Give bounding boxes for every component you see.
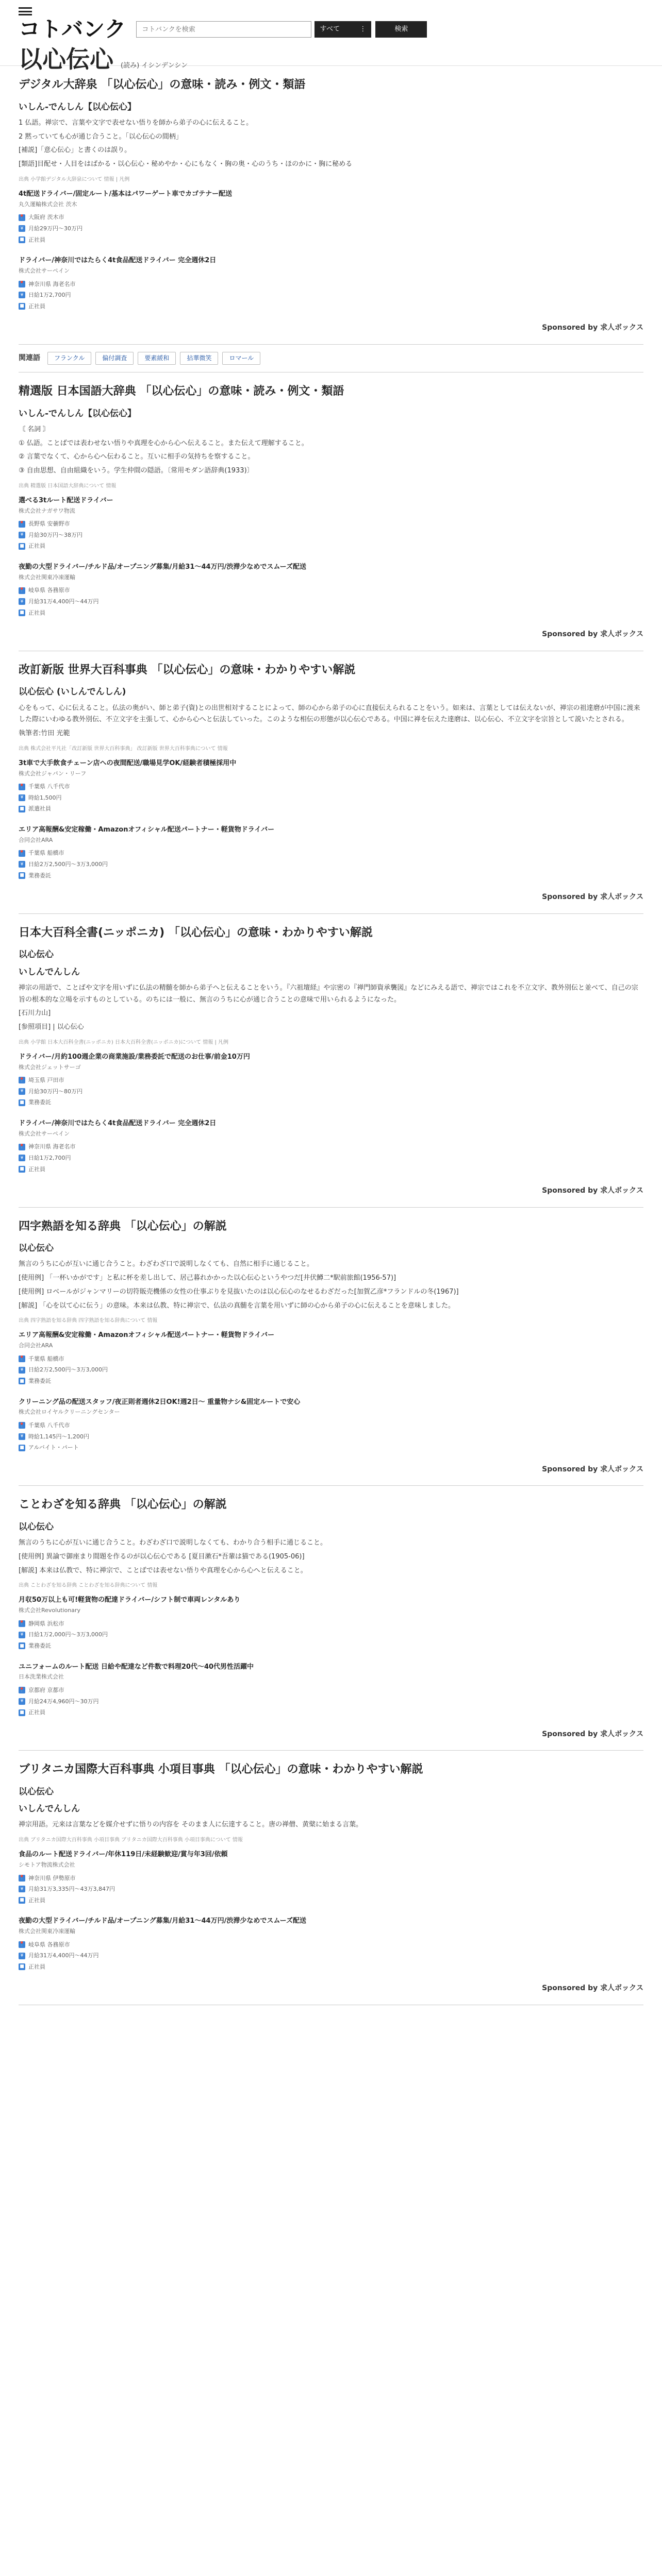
job-pay <box>19 860 643 869</box>
definition-line: [石川力山] <box>19 1009 51 1018</box>
definition-line: ① 仏語。ことばでは表わせない悟りや真理を心から心へ伝えること。また伝えて理解すること。 <box>19 439 308 447</box>
definition-text <box>19 1259 643 1312</box>
headword: 以心伝心 <box>19 1522 54 1533</box>
job-company: 株式会社サーペイン <box>19 1130 70 1137</box>
job-pay-text: 月給30万円〜38万円 <box>28 531 82 538</box>
related-tag[interactable]: 偏付調査 <box>95 352 134 365</box>
job-company: 丸久運輸株式会社 茨木 <box>19 200 77 208</box>
job-title[interactable]: エリア高報酬&安定稼働・Amazonオフィシャル配送パートナー・軽貨物ドライバー <box>19 826 275 834</box>
job-title[interactable]: 月収50万以上も可!軽貨物の配達ドライバー/シフト制で車両レンタルあり <box>19 1596 241 1604</box>
definition-line: [使用例] ロベールがジャンマリーの切符販売機係の女性の仕事ぶりを見抜いたのは以心伝心のなせるわざだった[加賀乙彦*フランドルの冬(1967)] <box>19 1287 459 1296</box>
definition-line: ③ 自由思想、自由組織をいう。学生仲間の隠語。〔常用モダン語辞典(1933)〕 <box>19 467 254 475</box>
location-icon: 📍 <box>19 281 25 287</box>
job-card[interactable] <box>19 1595 643 1650</box>
money-icon: ¥ <box>19 532 25 538</box>
definition-line: 心をもって、心に伝えること。仏法の奥がい、師と弟子(資)との出世相対することによって、師の心から弟子の心に直接伝えられることをいう。如来は、言葉としては伝えないが、禅宗の祖達磨が中国に渡来した際にいわゆる教外別伝、不立文字を主張して、心から心へと伝法していった。このような相伝の形態が以心伝心である。中国に禅を伝えた達磨は、以心伝心、不立文字を宗旨として説いたとされる。 <box>19 704 640 724</box>
related-words <box>19 345 643 372</box>
job-loc-text: 千葉県 船橋市 <box>28 1355 64 1362</box>
section-title: 改訂新版 世界大百科事典 「以心伝心」の意味・わかりやすい解説 <box>19 663 356 676</box>
definition-line: 2 黙っていても心が通じ合うこと。「以心伝心の間柄」 <box>19 132 183 141</box>
job-loc <box>19 782 643 791</box>
source-note[interactable]: 出典 小学館デジタル大辞泉について 情報 | 凡例 <box>19 176 130 182</box>
job-company: 株式会社ナガサワ物流 <box>19 507 75 514</box>
job-type-text: 派遣社員 <box>28 805 51 812</box>
job-loc-text: 岐阜県 各務原市 <box>28 1941 70 1948</box>
money-icon: ¥ <box>19 1433 25 1440</box>
money-icon: ¥ <box>19 1632 25 1638</box>
headword-reading: いしんでんしん <box>19 1804 80 1815</box>
job-loc <box>19 1421 643 1430</box>
dictionary-section <box>19 651 643 914</box>
briefcase-icon: ■ <box>19 1709 25 1716</box>
briefcase-icon: ■ <box>19 543 25 550</box>
job-pay-text: 日給2万2,500円〜3万3,000円 <box>28 861 108 868</box>
definition-text <box>19 1537 643 1577</box>
job-type-text: 業務委託 <box>28 1378 51 1385</box>
job-company: 株式会社関東冷凍運輸 <box>19 1928 75 1935</box>
source-note[interactable]: 出典 株式会社平凡社「改訂新版 世界大百科事典」 改訂新版 世界大百科事典について 情報 <box>19 745 228 752</box>
location-icon: 📍 <box>19 851 25 856</box>
job-loc <box>19 1076 643 1085</box>
job-loc-text: 静岡県 浜松市 <box>28 1620 64 1627</box>
briefcase-icon: ■ <box>19 806 25 812</box>
menu-icon[interactable] <box>19 7 32 15</box>
job-pay <box>19 1432 643 1442</box>
dictionary-section <box>19 372 643 651</box>
job-pay-text: 月給31万4,400円〜44万円 <box>28 598 99 605</box>
job-card[interactable] <box>19 1118 643 1174</box>
headword: 以心伝心 (いしんでんしん) <box>19 687 126 698</box>
job-loc-text: 千葉県 八千代市 <box>28 783 70 790</box>
job-title[interactable]: 食品のルート配送ドライバー/年休119日/未経験歓迎/賞与年3回/依頼 <box>19 1851 228 1859</box>
job-loc-text: 神奈川県 伊勢原市 <box>28 1874 76 1882</box>
section-title: 四字熟語を知る辞典 「以心伝心」の解説 <box>19 1219 227 1233</box>
sponsor-label <box>19 1464 643 1475</box>
money-icon: ¥ <box>19 1367 25 1374</box>
dictionary-section <box>19 1486 643 1751</box>
section-title: ブリタニカ国際大百科事典 小項目事典 「以心伝心」の意味・わかりやすい解説 <box>19 1763 423 1776</box>
sponsor-text: Sponsored by 求人ボックス <box>542 630 643 639</box>
location-icon: 📍 <box>19 521 25 527</box>
briefcase-icon: ■ <box>19 1642 25 1649</box>
related-label: 関連語 <box>19 354 40 363</box>
definition-text <box>19 424 643 477</box>
money-icon: ¥ <box>19 225 25 232</box>
job-card[interactable] <box>19 189 643 244</box>
job-pay <box>19 597 643 606</box>
job-type-text: 正社員 <box>28 1165 45 1173</box>
job-type <box>19 1708 643 1717</box>
sponsor-label <box>19 891 643 903</box>
briefcase-icon: ■ <box>19 1963 25 1970</box>
related-tag[interactable]: 拈華微笑 <box>180 352 218 365</box>
chevron-down-icon: ⋮ <box>359 25 367 33</box>
definition-line: 無言のうちに心が互いに通じ合うこと。わざわざ口で説明しなくても、わかり合う相手に通じること。 <box>19 1539 327 1547</box>
job-loc-text: 千葉県 船橋市 <box>28 850 64 857</box>
sponsor-text: Sponsored by 求人ボックス <box>542 1465 643 1473</box>
job-title[interactable]: ドライバー/神奈川ではたらく4t食品配送ドライバー 完全週休2日 <box>19 1119 217 1127</box>
money-icon: ¥ <box>19 1088 25 1095</box>
money-icon: ¥ <box>19 1155 25 1161</box>
sponsor-label <box>19 322 643 333</box>
job-type <box>19 1962 643 1972</box>
job-card[interactable] <box>19 1330 643 1385</box>
job-pay-text: 月給31万3,335円〜43万3,847円 <box>28 1886 115 1893</box>
page-title: 以心伝心 <box>19 45 113 73</box>
definition-text <box>19 703 643 740</box>
job-loc <box>19 519 643 529</box>
job-title[interactable]: 4t配送ドライバー/固定ルート/基本はパワーゲート車でカゴテナー配送 <box>19 190 233 198</box>
location-icon: 📍 <box>19 1077 25 1083</box>
search-scope-select[interactable]: すべて ⋮ <box>315 21 371 38</box>
job-title[interactable]: ユニフォームのルート配送 日給や配達など件数で料理20代〜40代男性活躍中 <box>19 1663 254 1671</box>
money-icon: ¥ <box>19 861 25 868</box>
job-loc-text: 神奈川県 海老名市 <box>28 1143 76 1150</box>
job-card[interactable] <box>19 496 643 551</box>
main-content <box>0 66 662 2005</box>
job-type <box>19 1443 643 1452</box>
definition-line: 無言のうちに心が互いに通じ合うこと。わざわざ口で説明しなくても、自然に相手に通じること。 <box>19 1260 314 1268</box>
job-card[interactable] <box>19 562 643 617</box>
job-type-text: 正社員 <box>28 1963 45 1970</box>
location-icon: 📍 <box>19 1621 25 1626</box>
definition-text <box>19 117 643 171</box>
sponsor-label <box>19 1728 643 1740</box>
header <box>0 0 662 73</box>
search-button[interactable]: 検索 <box>375 21 427 38</box>
job-type <box>19 608 643 618</box>
sponsor-text: Sponsored by 求人ボックス <box>542 324 643 332</box>
job-title[interactable]: 夜勤の大型ドライバー/チルド品/オープニング募集/月給31〜44万円/渋滞少なめでスムーズ配送 <box>19 563 307 571</box>
job-pay <box>19 1087 643 1096</box>
site-logo[interactable]: コトバンク <box>19 16 126 42</box>
location-icon: 📍 <box>19 588 25 594</box>
job-type <box>19 1098 643 1107</box>
job-title[interactable]: 選べる3tルート配送ドライバー <box>19 496 113 504</box>
related-tag[interactable]: フランクル <box>47 352 91 365</box>
briefcase-icon: ■ <box>19 236 25 243</box>
job-title[interactable]: 3t車で大手飲食チェーン店への夜間配送/職場見学OK/経験者積極採用中 <box>19 759 237 767</box>
job-type-text: 業務委託 <box>28 1642 51 1650</box>
sponsor-text: Sponsored by 求人ボックス <box>542 1984 643 1993</box>
sponsor-text: Sponsored by 求人ボックス <box>542 1730 643 1738</box>
job-company: 株式会社ロイヤルクリーニングセンター <box>19 1409 120 1416</box>
location-icon: 📍 <box>19 1422 25 1428</box>
job-pay-text: 月給24万4,960円〜30万円 <box>28 1698 99 1705</box>
source-note[interactable]: 出典 精選版 日本国語大辞典について 情報 <box>19 483 117 489</box>
job-loc <box>19 1142 643 1151</box>
definition-line: ② 言葉でなくて、心から心へ伝わること。互いに相手の気持ちを察すること。 <box>19 453 255 461</box>
search-bar <box>136 21 427 38</box>
dictionary-section <box>19 1208 643 1486</box>
job-pay-text: 日給1万2,700円 <box>28 1154 71 1161</box>
sponsor-label <box>19 1982 643 1994</box>
money-icon: ¥ <box>19 1698 25 1705</box>
section-title: 精選版 日本国語大辞典 「以心伝心」の意味・読み・例文・類語 <box>19 384 344 398</box>
briefcase-icon: ■ <box>19 1166 25 1173</box>
sponsor-label <box>19 629 643 640</box>
job-type <box>19 235 643 245</box>
job-loc <box>19 1354 643 1364</box>
definition-line: [補説]「意心伝心」と書くのは誤り。 <box>19 146 131 155</box>
job-pay-text: 月給30万円〜80万円 <box>28 1088 82 1095</box>
job-title[interactable]: 夜勤の大型ドライバー/チルド品/オープニング募集/月給31〜44万円/渋滞少なめでスムーズ配送 <box>19 1917 307 1925</box>
job-type <box>19 1377 643 1386</box>
section-title: 日本大百科全書(ニッポニカ) 「以心伝心」の意味・わかりやすい解説 <box>19 926 373 939</box>
job-company: 合同会社ARA <box>19 836 53 843</box>
job-card[interactable] <box>19 1397 643 1452</box>
job-card[interactable] <box>19 758 643 814</box>
definition-text <box>19 1819 643 1831</box>
definition-line: [使用例] 異論で御座まり間題を作るのが以心伝心である [夏目漱石*吾輩は猫である(1905-06)] <box>19 1552 305 1561</box>
job-loc-text: 神奈川県 海老名市 <box>28 280 76 287</box>
job-type-text: 正社員 <box>28 236 45 243</box>
job-title[interactable]: クリーニング品の配送スタッフ/夜正則者週休2日OK!週2日〜 重量物ナシ&固定ルートで安心 <box>19 1398 301 1406</box>
job-company: 日本洗業株式会社 <box>19 1673 64 1681</box>
money-icon: ¥ <box>19 292 25 298</box>
job-loc-text: 長野県 安曇野市 <box>28 520 70 528</box>
job-card[interactable] <box>19 256 643 311</box>
reference-links[interactable]: [参照項目] | 以心伝心 <box>19 1023 84 1031</box>
definition-line: [解説] 「心を以て心に伝う」の意味。本来は仏教、特に禅宗で、仏法の真髄を言葉を用いずに師の心から弟子の心に伝えることを意味しました。 <box>19 1301 455 1310</box>
job-company: 合同会社ARA <box>19 1342 53 1349</box>
job-loc <box>19 213 643 222</box>
job-pay <box>19 1630 643 1639</box>
job-loc-text: 千葉県 八千代市 <box>28 1422 70 1429</box>
job-pay-text: 日給1万2,700円 <box>28 292 71 299</box>
job-type-text: 正社員 <box>28 543 45 550</box>
job-company: 株式会社関東冷凍運輸 <box>19 573 75 581</box>
job-type-text: 正社員 <box>28 302 45 310</box>
definition-line: [解説] 本来は仏教で、特に禅宗で、ことばでは表せない悟りや真理を心から心へと伝えること。 <box>19 1566 307 1574</box>
location-icon: 📍 <box>19 1687 25 1693</box>
definition-line: 1 仏語。禅宗で、言葉や文字で表せない悟りを師から弟子の心に伝えること。 <box>19 118 253 127</box>
job-loc <box>19 849 643 858</box>
source-note[interactable]: 出典 四字熟語を知る辞典 四字熟語を知る辞典について 情報 <box>19 1318 158 1324</box>
job-type-text: アルバイト・パート <box>28 1444 79 1451</box>
source-note[interactable]: 出典 小学館 日本大百科全書(ニッポニカ) 日本大百科全書(ニッポニカ)について 情報 | 凡例 <box>19 1039 229 1045</box>
job-loc <box>19 1874 643 1883</box>
page-reading: (読み) イシンデンシン <box>121 62 188 70</box>
job-type-text: 正社員 <box>28 609 45 616</box>
briefcase-icon: ■ <box>19 1378 25 1384</box>
source-note[interactable]: 出典 ブリタニカ国際大百科事典 小項目事典 ブリタニカ国際大百科事典 小項目事典について 情報 <box>19 1837 243 1843</box>
job-card[interactable] <box>19 825 643 880</box>
briefcase-icon: ■ <box>19 609 25 616</box>
money-icon: ¥ <box>19 598 25 605</box>
job-pay <box>19 1154 643 1163</box>
job-title[interactable]: ドライバー/神奈川ではたらく4t食品配送ドライバー 完全週休2日 <box>19 257 217 265</box>
section-title: デジタル大辞泉 「以心伝心」の意味・読み・例文・類語 <box>19 78 306 91</box>
sponsor-text: Sponsored by 求人ボックス <box>542 1187 643 1195</box>
briefcase-icon: ■ <box>19 303 25 310</box>
related-tag[interactable]: 要素緩和 <box>138 352 176 365</box>
job-pay <box>19 224 643 233</box>
definition-line: 執筆者:竹田 光範 <box>19 730 70 738</box>
definition-line: 〘 名詞 〙 <box>19 425 50 433</box>
money-icon: ¥ <box>19 794 25 801</box>
job-type-text: 業務委託 <box>28 872 51 879</box>
money-icon: ¥ <box>19 1886 25 1892</box>
location-icon: 📍 <box>19 1356 25 1362</box>
job-pay <box>19 1697 643 1706</box>
job-pay <box>19 531 643 540</box>
location-icon: 📍 <box>19 214 25 220</box>
job-type <box>19 804 643 814</box>
sponsor-text: Sponsored by 求人ボックス <box>542 893 643 902</box>
job-type-text: 正社員 <box>28 1709 45 1716</box>
job-company: シモトア物流株式会社 <box>19 1861 75 1868</box>
definition-line: [使用例] 「一杯いかがです」と私に杯を差し出して、居己暮れかかった以心伝心というやつだ[井伏鱒二*駅前旅館(1956-57)] <box>19 1274 396 1282</box>
job-pay-text: 日給1万2,000円〜3万3,000円 <box>28 1631 108 1638</box>
job-type <box>19 302 643 311</box>
headword: 以心伝心 <box>19 1243 54 1254</box>
job-company: 株式会社Revolutionary <box>19 1607 81 1614</box>
job-card[interactable] <box>19 1850 643 1905</box>
location-icon: 📍 <box>19 1875 25 1881</box>
location-icon: 📍 <box>19 784 25 789</box>
job-company: 株式会社ジェットサーゴ <box>19 1063 81 1071</box>
headword-reading: いしんでんしん <box>19 967 80 977</box>
job-pay-text: 日給2万2,500円〜3万3,000円 <box>28 1366 108 1374</box>
job-type <box>19 1896 643 1905</box>
definition-line: [類語]目配せ・人目をはばかる・以心伝心・秘めやか・心にもなく・胸の奥・心のうち・ほのかに・胸に秘める <box>19 160 353 168</box>
briefcase-icon: ■ <box>19 872 25 879</box>
job-loc <box>19 280 643 289</box>
definition-line: 禅宗の用語で、ことばや文字を用いずに仏法の精髄を師から弟子へと伝えることをいう。『六祖壇経』や宗密の『禅門師資承襲図』などにみえる語で、禅宗ではこれを不立文字、教外別伝と並べて、自己の宗旨の根本的な立場を示すものとしている。のちには一般に、無言のうちに心が通じ合うことの意味で用いられるようになった。 <box>19 984 638 1004</box>
money-icon: ¥ <box>19 1953 25 1959</box>
sponsor-label <box>19 1185 643 1196</box>
definition-text <box>19 982 643 1020</box>
job-pay <box>19 291 643 300</box>
headword: 以心伝心 <box>19 950 54 960</box>
job-pay <box>19 793 643 803</box>
job-pay <box>19 1365 643 1375</box>
location-icon: 📍 <box>19 1942 25 1947</box>
job-loc <box>19 1686 643 1695</box>
job-type <box>19 1165 643 1174</box>
job-pay-text: 月給29万円〜30万円 <box>28 225 82 232</box>
job-type <box>19 541 643 551</box>
job-loc <box>19 586 643 595</box>
search-input[interactable] <box>136 21 311 38</box>
job-type-text: 業務委託 <box>28 1099 51 1106</box>
headword: 以心伝心 <box>19 1786 54 1797</box>
job-company: 株式会社サーペイン <box>19 267 70 274</box>
location-icon: 📍 <box>19 1144 25 1149</box>
source-note[interactable]: 出典 ことわざを知る辞典 ことわざを知る辞典について 情報 <box>19 1583 158 1589</box>
job-type-text: 正社員 <box>28 1896 45 1904</box>
job-title[interactable]: エリア高報酬&安定稼働・Amazonオフィシャル配送パートナー・軽貨物ドライバー <box>19 1331 275 1340</box>
job-card[interactable] <box>19 1052 643 1107</box>
headword: いしん‐でんしん【以心伝心】 <box>19 101 137 112</box>
job-pay-text: 時給1,500円 <box>28 794 62 801</box>
dictionary-section <box>19 1751 643 2005</box>
job-loc <box>19 1940 643 1950</box>
job-loc-text: 岐阜県 各務原市 <box>28 587 70 594</box>
job-loc-text: 京都府 京都市 <box>28 1687 64 1694</box>
related-tag[interactable]: ロマール <box>222 352 260 365</box>
job-loc <box>19 1619 643 1629</box>
job-card[interactable] <box>19 1662 643 1717</box>
definition-line: 禅宗用語。元来は言葉などを媒介せずに悟りの内容を そのまま人に伝達すること。唐の禅僧、黄檗に始まる言葉。 <box>19 1821 363 1829</box>
job-company: 株式会社ジャパン・リーフ <box>19 770 87 777</box>
dictionary-section <box>19 66 643 345</box>
briefcase-icon: ■ <box>19 1099 25 1106</box>
job-pay-text: 時給1,145円〜1,200円 <box>28 1433 89 1440</box>
briefcase-icon: ■ <box>19 1897 25 1904</box>
job-loc-text: 埼玉県 戸田市 <box>28 1077 64 1084</box>
job-loc-text: 大阪府 茨木市 <box>28 214 64 221</box>
job-pay-text: 月給31万4,400円〜44万円 <box>28 1952 99 1959</box>
headword: いしん‐でんしん【以心伝心】 <box>19 408 137 419</box>
briefcase-icon: ■ <box>19 1445 25 1451</box>
job-pay <box>19 1951 643 1960</box>
job-card[interactable] <box>19 1916 643 1971</box>
job-pay <box>19 1885 643 1894</box>
job-type <box>19 871 643 880</box>
section-title: ことわざを知る辞典 「以心伝心」の解説 <box>19 1498 227 1512</box>
dictionary-section <box>19 914 643 1208</box>
job-type <box>19 1641 643 1651</box>
job-title[interactable]: ドライバー/月約100週企業の商業施設/業務委託で配送のお仕事/前金10万円 <box>19 1053 250 1061</box>
